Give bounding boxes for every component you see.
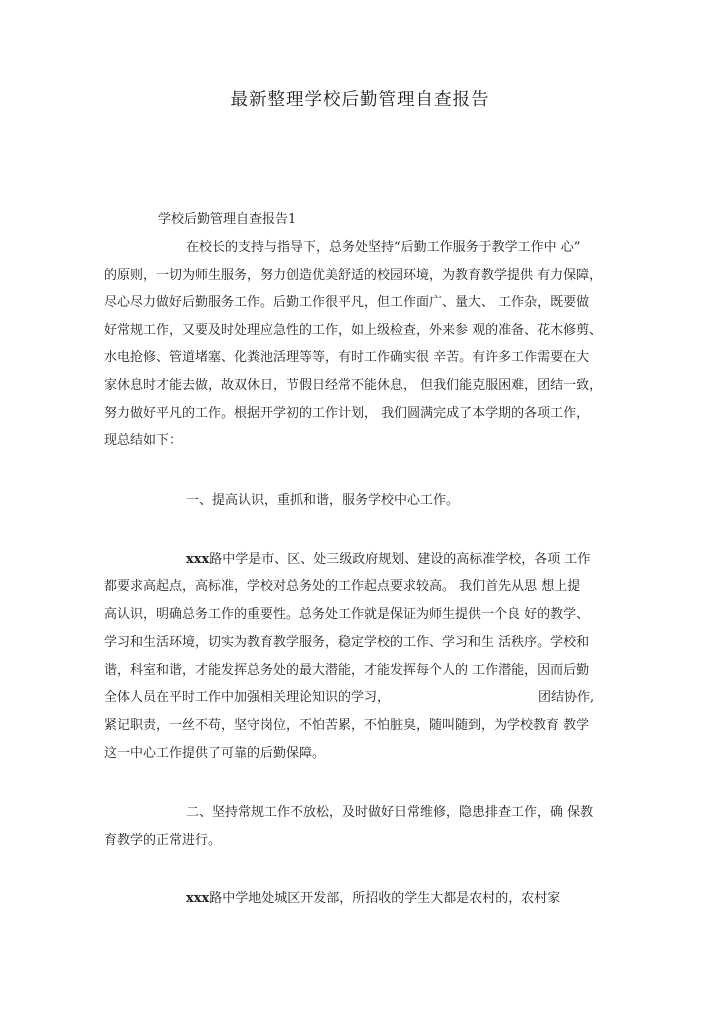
- report-subtitle: 学校后勤管理自查报告1: [158, 212, 297, 227]
- paragraph-line: 尽心尽力做好后勤服务工作。后勤工作很平凡，但工作面广、量大、 工作杂，既要做: [104, 295, 590, 310]
- paragraph-line: 现总结如下：: [104, 433, 183, 448]
- paragraph-line: 的原则，一切为师生服务，努力创造优美舒适的校园环境，为教育教学提供 有力保障，: [104, 268, 603, 283]
- paragraph-line: 紧记职责，一丝不苟，坚守岗位，不怕苦累，不怕脏臭，随叫随到，为学校教育 教学: [104, 718, 590, 733]
- paragraph-line: 水电抢修、管道堵塞、化粪池活理等等，有时工作确实很 辛苦。有许多工作需要在大: [104, 350, 590, 365]
- paragraph-line: 好常规工作，又要及时处理应急性的工作，如上级检查，外来参 观的准备、花木修剪、: [104, 323, 603, 338]
- paragraph-line: 谐，科室和谐，才能发挥总务处的最大潜能，才能发挥每个人的 工作潜能，因而后勤: [104, 663, 590, 678]
- paragraph-line: 在校长的支持与指导下，总务处坚持“后勤工作服务于教学工作中 心”: [186, 240, 581, 255]
- paragraph-line: 努力做好平凡的工作。根据开学初的工作计划， 我们圆满完成了本学期的各项工作，: [104, 406, 590, 421]
- paragraph-line: 家休息时才能去做，故双休日，节假日经常不能休息， 但我们能克服困难，团结一致，: [104, 378, 603, 393]
- section-heading-2: 二、坚持常规工作不放松，及时做好日常维修，隐患排查工作，确 保教: [186, 805, 594, 820]
- document-title: 最新整理学校后勤管理自查报告: [230, 90, 490, 110]
- paragraph-line: 高认识，明确总务工作的重要性。总务处工作就是保证为师生提供一个良 好的教学、: [104, 607, 590, 622]
- redacted-name: xxx: [186, 891, 210, 906]
- paragraph-line: 都要求高起点，高标准，学校对总务处的工作起点要求较高。 我们首先从思 想上提: [104, 579, 581, 594]
- paragraph-line: 团结协作,: [538, 690, 595, 705]
- paragraph-line: xxx路中学地处城区开发部，所招收的学生大都是农村的，农村家: [186, 891, 561, 906]
- paragraph-line: 全体人员在平时工作中加强相关理论知识的学习，: [104, 690, 391, 705]
- section-heading-1: 一、提高认识，重抓和谐，服务学校中心工作。: [186, 493, 460, 508]
- redacted-name: xxx: [186, 552, 210, 567]
- section-heading-2-cont: 育教学的正常进行。: [104, 833, 222, 848]
- paragraph-line: 学习和生活环境，切实为教育教学服务，稳定学校的工作、学习和生 活秩序。学校和: [104, 635, 590, 650]
- paragraph-line: 这一中心工作提供了可靠的后勤保障。: [104, 746, 326, 761]
- paragraph-line: xxx路中学是市、区、处三级政府规划、建设的高标准学校，各项 工作: [186, 552, 591, 567]
